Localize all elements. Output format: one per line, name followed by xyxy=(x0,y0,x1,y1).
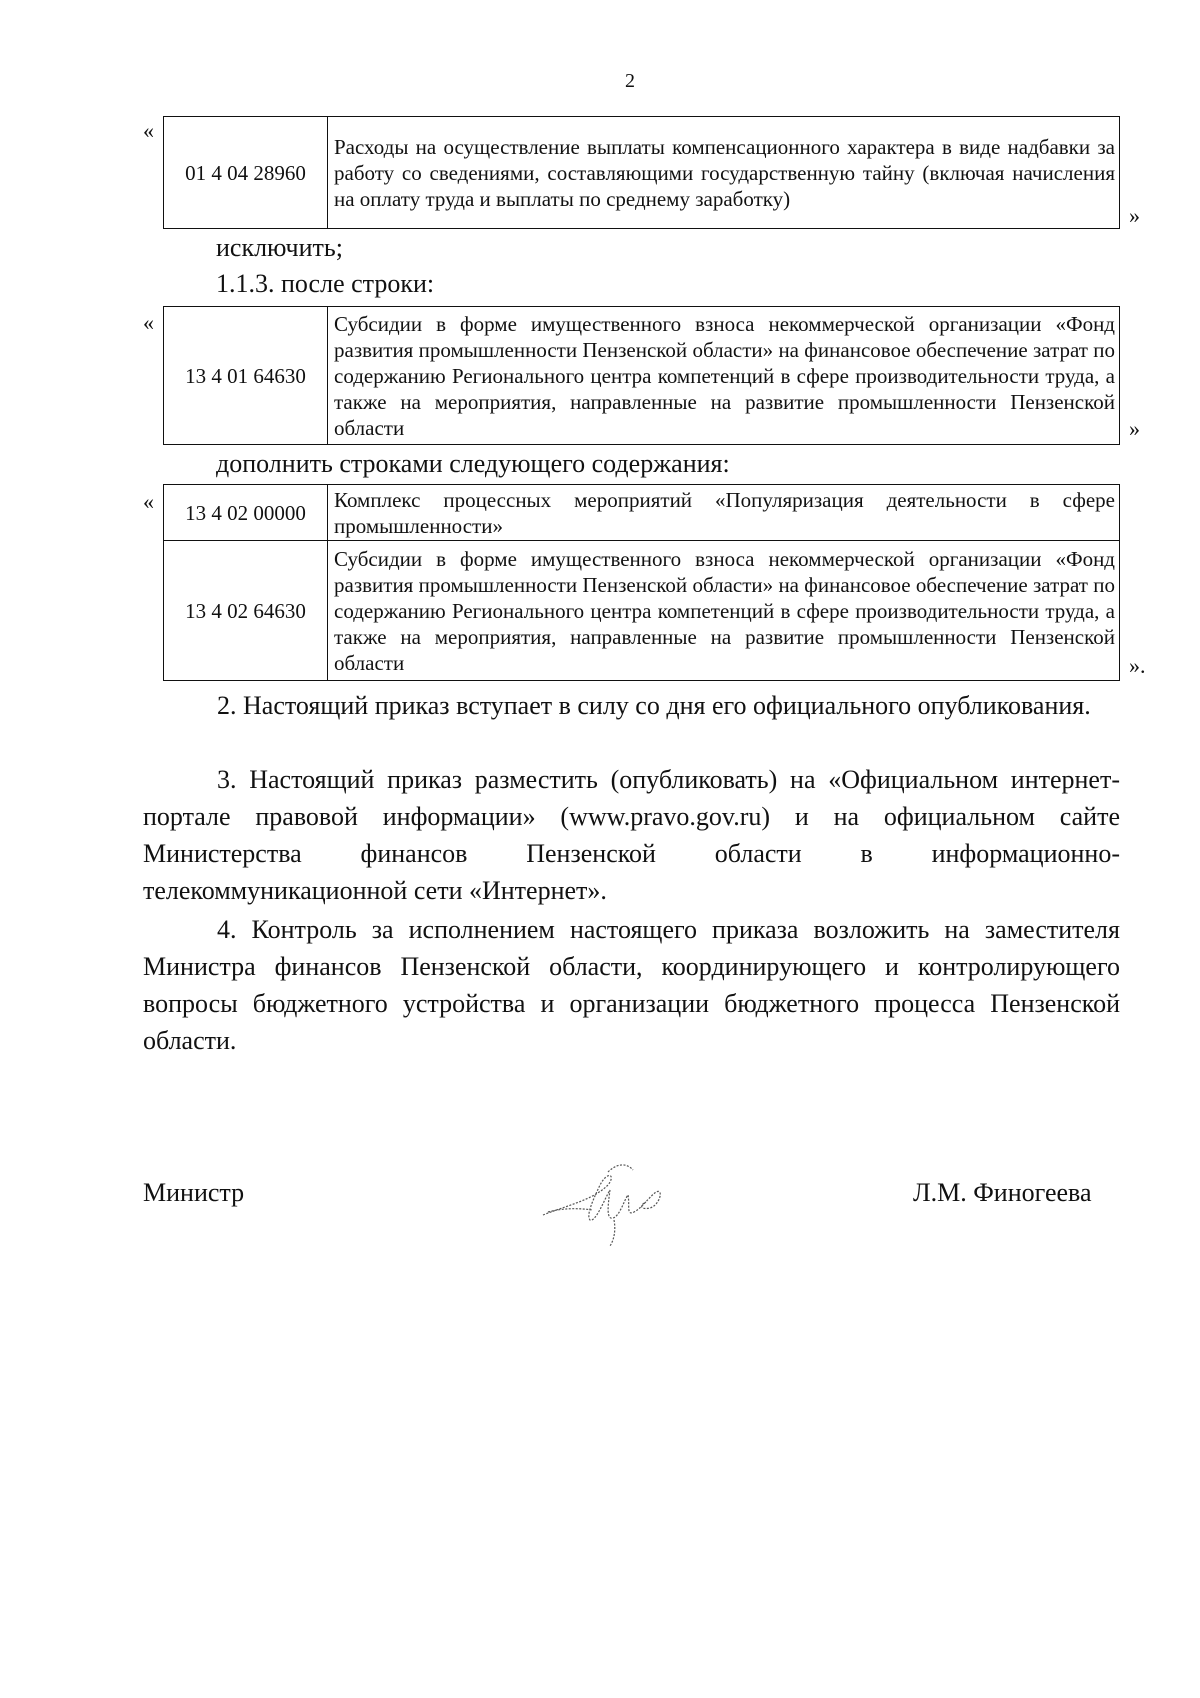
handwritten-signature xyxy=(538,1150,688,1250)
page-number: 2 xyxy=(625,70,635,92)
paragraph-text: 3. Настоящий приказ разместить (опубликовать) на «Официальном интернет-портале правовой информации» (www.pravo.gov.ru) и на официальном сайте Министерства финансов Пензенской области в информационно-телекоммуникационной сети «Интернет». xyxy=(143,765,1120,905)
budget-code-table-excluded xyxy=(163,116,1120,229)
quote-open: « xyxy=(143,118,154,143)
paragraph-text: 4. Контроль за исполнением настоящего приказа возложить на заместителя Министра финансов Пензенской области, координирующего и контролирующего вопросы бюджетного устройства и организации бюджетного процесса Пензенской области. xyxy=(143,915,1120,1055)
quote-close: » xyxy=(1129,416,1140,441)
table-row xyxy=(164,541,1120,681)
signatory-name: Л.М. Финогеева xyxy=(913,1178,1092,1207)
budget-code: 13 4 02 64630 xyxy=(164,541,328,681)
instruction-after-line: 1.1.3. после строки: xyxy=(216,269,435,298)
table-row xyxy=(164,117,1120,229)
quote-open: « xyxy=(143,310,154,335)
budget-description: Комплекс процессных мероприятий «Популяризация деятельности в сфере промышленности» xyxy=(328,485,1120,541)
signatory-position: Министр xyxy=(143,1178,245,1207)
table-row xyxy=(164,485,1120,541)
budget-code: 13 4 01 64630 xyxy=(164,307,328,445)
table-row xyxy=(164,307,1120,445)
budget-code-table-reference xyxy=(163,306,1120,445)
budget-code: 13 4 02 00000 xyxy=(164,485,328,541)
quote-close: » xyxy=(1129,203,1140,228)
budget-description: Субсидии в форме имущественного взноса некоммерческой организации «Фонд развития промышленности Пензенской области» на финансовое обеспечение затрат по содержанию Регионального центра компетенций в сфере производительности труда, а также на мероприятия, направленные на развитие промышленности Пензенской области xyxy=(328,541,1120,681)
budget-code-table-added xyxy=(163,484,1120,681)
instruction-exclude: исключить; xyxy=(216,233,343,262)
instruction-add-lines: дополнить строками следующего содержания: xyxy=(216,449,730,478)
paragraph-2 xyxy=(143,687,1120,724)
paragraph-4 xyxy=(143,911,1120,1059)
paragraph-3 xyxy=(143,761,1120,909)
budget-description: Расходы на осуществление выплаты компенсационного характера в виде надбавки за работу со сведениями, составляющими государственную тайну (включая начисления на оплату труда и выплаты по среднему заработку) xyxy=(328,117,1120,229)
budget-code: 01 4 04 28960 xyxy=(164,117,328,229)
paragraph-text: 2. Настоящий приказ вступает в силу со дня его официального опубликования. xyxy=(217,691,1091,720)
quote-open: « xyxy=(143,489,154,514)
quote-close-final: ». xyxy=(1129,653,1146,678)
budget-description: Субсидии в форме имущественного взноса некоммерческой организации «Фонд развития промышленности Пензенской области» на финансовое обеспечение затрат по содержанию Регионального центра компетенций в сфере производительности труда, а также на мероприятия, направленные на развитие промышленности Пензенской области xyxy=(328,307,1120,445)
